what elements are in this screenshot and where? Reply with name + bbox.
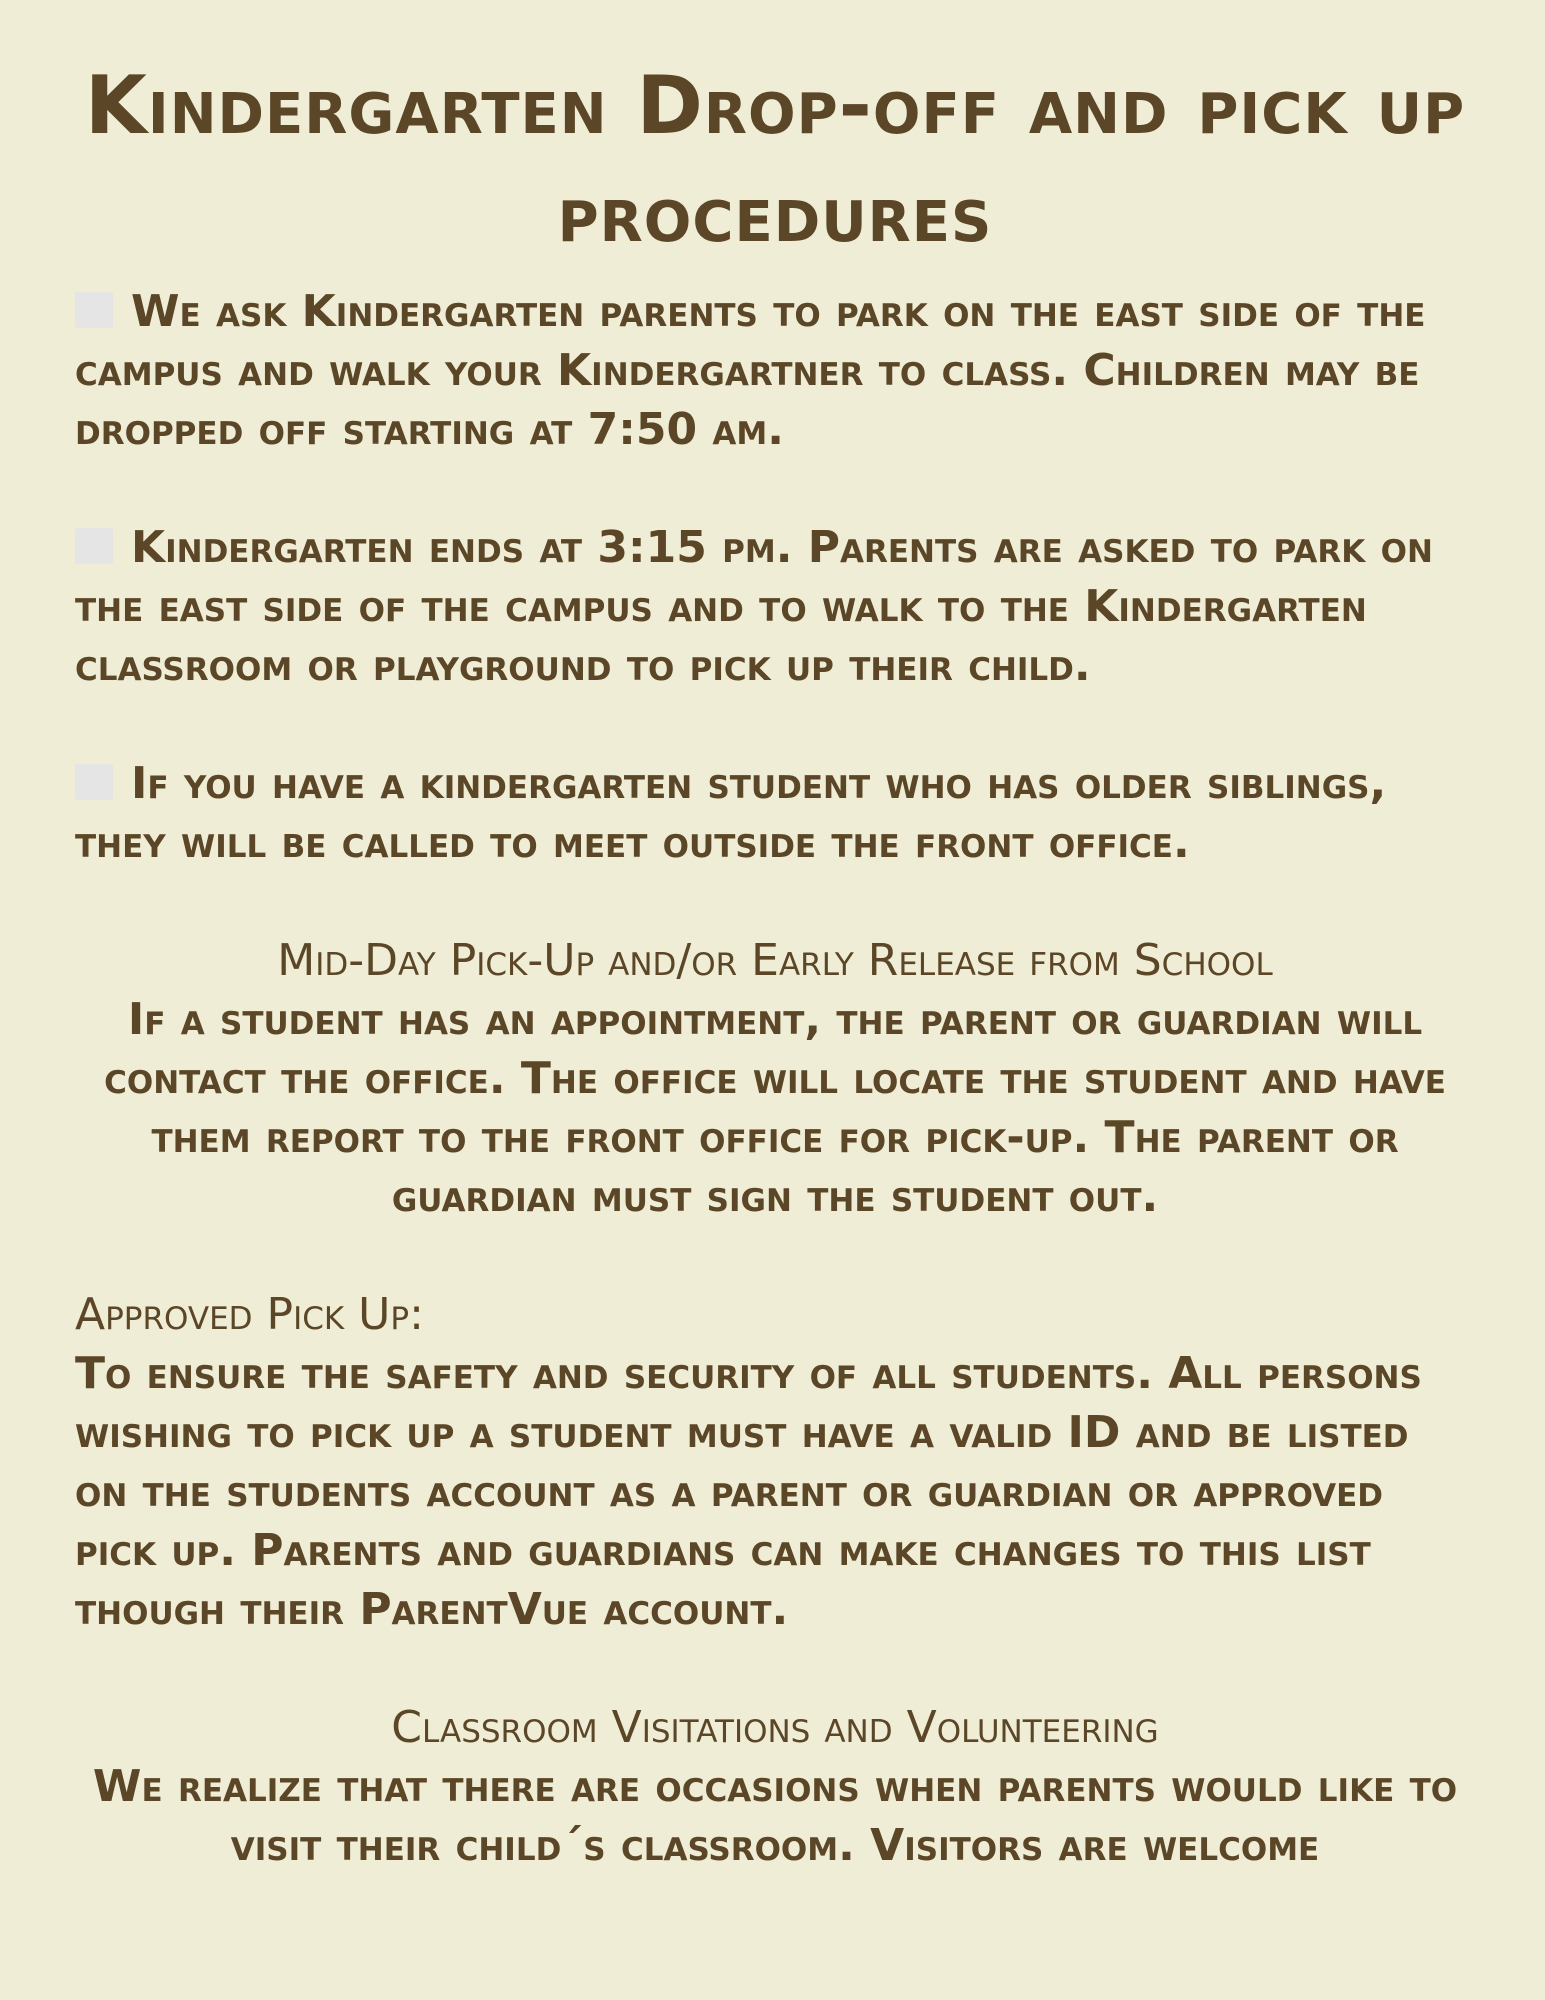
approved-heading: Approved Pick Up: <box>75 1289 424 1340</box>
midday-heading: Mid-Day Pick-Up and/or Early Release from School <box>277 935 1273 986</box>
bullet-text: Kindergarten ends at 3:15 pm. Parents are asked to park on the east side of the campus and to walk to the Kindergarten classroom or playground to pick up their child. <box>75 522 1433 691</box>
midday-text: If a student has an appointment, the parent or guardian will contact the office. The office will locate the student and have them report to the front office for pick-up. The parent or guardian must sign the student out. <box>104 994 1446 1222</box>
spacer <box>75 872 1475 931</box>
checkbox-icon <box>75 292 113 328</box>
spacer <box>75 1226 1475 1285</box>
checkbox-icon <box>75 764 113 800</box>
bullet-text: We ask Kindergarten parents to park on the east side of the campus and walk your Kindergartner to class. Children may be dropped off starting at 7:50 am. <box>75 286 1426 455</box>
bullet-item-pickup <box>75 518 1475 695</box>
approved-text: To ensure the safety and security of all students. All persons wishing to pick up a student must have a valid ID and be listed on the students account as a parent or guardian or approved pick up. Parents and guardians can make changes to this list though their ParentVue account. <box>75 1348 1422 1635</box>
spacer <box>75 695 1475 754</box>
bullet-item-siblings <box>75 754 1475 872</box>
page-title: Kindergarten Drop-off and pick up procedures <box>84 59 1466 260</box>
bullet-item-dropoff <box>75 282 1475 459</box>
bullet-text: If you have a kindergarten student who has older siblings, they will be called to meet outside the front office. <box>75 758 1387 868</box>
visitations-text: We realize that there are occasions when parents would like to visit their child´s classroom. Visitors are welcome <box>92 1761 1458 1871</box>
spacer <box>75 1639 1475 1698</box>
spacer <box>75 459 1475 518</box>
checkbox-icon <box>75 528 113 564</box>
visitations-heading: Classroom Visitations and Volunteering <box>391 1702 1159 1753</box>
